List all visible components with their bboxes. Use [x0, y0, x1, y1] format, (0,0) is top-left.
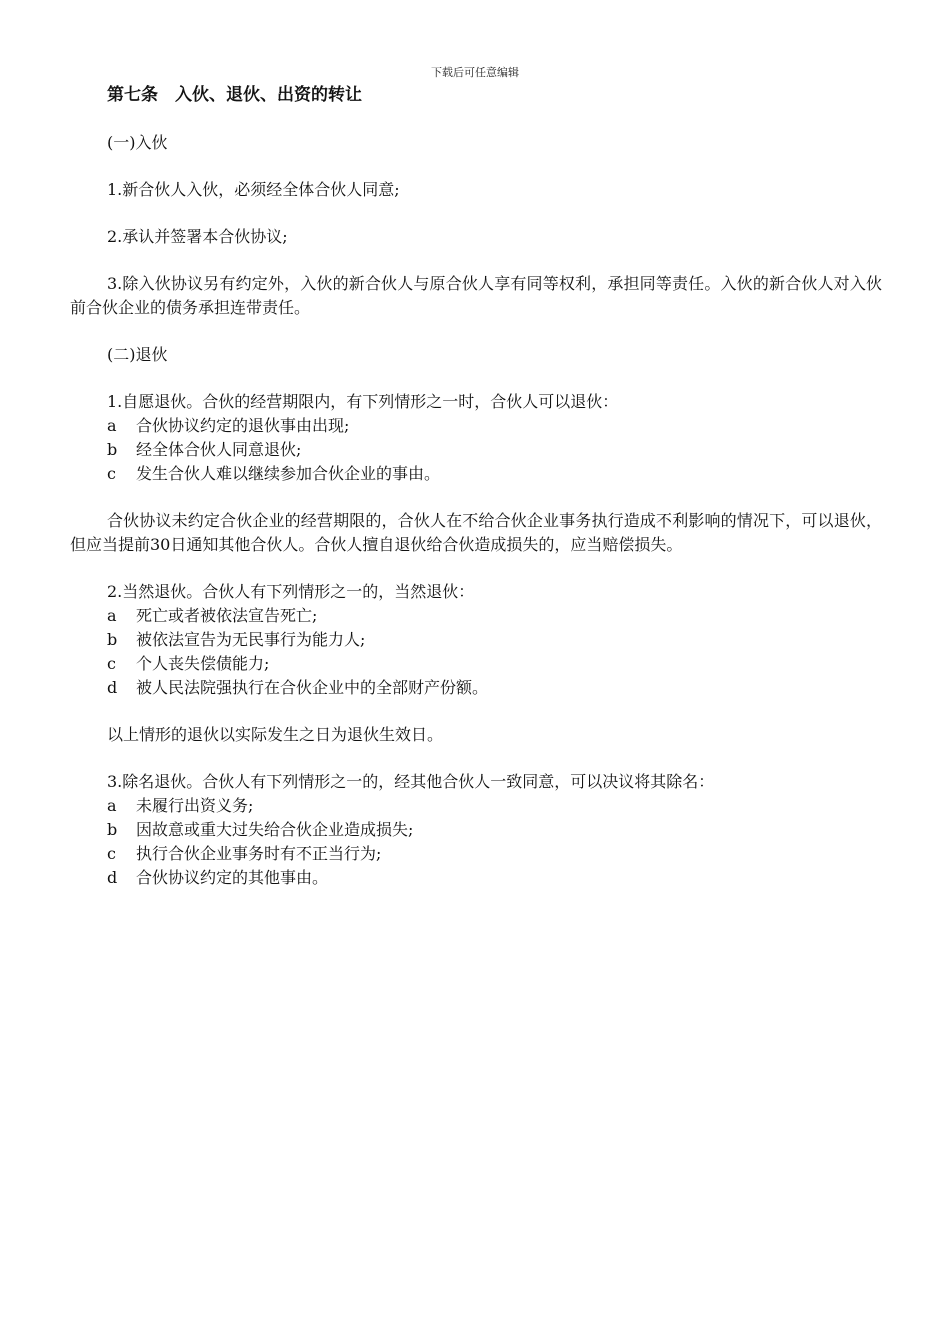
list-item-mark: c	[107, 844, 116, 863]
document-body	[70, 82, 882, 890]
section-heading-withdraw: (二)退伙	[107, 345, 168, 364]
list-item-mark: b	[107, 820, 118, 839]
list-item-mark: b	[107, 630, 118, 649]
list-item-text: 个人丧失偿债能力;	[136, 654, 270, 673]
list-item-text: 未履行出资义务;	[136, 796, 254, 815]
list-item-mark: c	[107, 654, 116, 673]
section-heading-join: (一)入伙	[107, 133, 168, 152]
list-item-mark: a	[107, 416, 117, 435]
list-item	[70, 462, 882, 486]
list-item	[70, 652, 882, 676]
list-item-text: 因故意或重大过失给合伙企业造成损失;	[136, 820, 414, 839]
withdraw-automatic: 2.当然退伙。合伙人有下列情形之一的，当然退伙：	[107, 582, 475, 601]
header-note: 下载后可任意编辑	[431, 66, 519, 79]
article-title: 第七条 入伙、退伙、出资的转让	[107, 85, 362, 105]
list-item-text: 经全体合伙人同意退伙;	[136, 440, 302, 459]
list-item-mark: a	[107, 796, 117, 815]
list-item-text: 被人民法院强执行在合伙企业中的全部财产份额。	[136, 678, 489, 697]
join-clause-2: 2.承认并签署本合伙协议;	[107, 227, 288, 246]
list-item-mark: d	[107, 678, 118, 697]
withdraw-expulsion: 3.除名退伙。合伙人有下列情形之一的，经其他合伙人一致同意，可以决议将其除名：	[107, 772, 715, 791]
list-item	[70, 818, 882, 842]
join-clause-1: 1.新合伙人入伙，必须经全体合伙人同意;	[107, 180, 400, 199]
list-item	[70, 676, 882, 700]
list-item	[70, 414, 882, 438]
list-item	[70, 604, 882, 628]
list-item	[70, 628, 882, 652]
list-item-text: 执行合伙企业事务时有不正当行为;	[136, 844, 382, 863]
list-item	[70, 794, 882, 818]
list-item	[70, 842, 882, 866]
list-item-mark: a	[107, 606, 117, 625]
withdraw-automatic-note: 以上情形的退伙以实际发生之日为退伙生效日。	[107, 725, 444, 744]
list-item-mark: d	[107, 868, 118, 887]
withdraw-voluntary-note: 合伙协议未约定合伙企业的经营期限的，合伙人在不给合伙企业事务执行造成不利影响的情况下，可以退伙，但应当提前30日通知其他合伙人。合伙人擅自退伙给合伙造成损失的，应当赔偿损失。	[70, 511, 882, 554]
list-item-text: 合伙协议约定的其他事由。	[136, 868, 329, 887]
list-item-text: 被依法宣告为无民事行为能力人;	[136, 630, 366, 649]
list-item	[70, 438, 882, 462]
list-item-mark: c	[107, 464, 116, 483]
list-item-mark: b	[107, 440, 118, 459]
withdraw-voluntary: 1.自愿退伙。合伙的经营期限内，有下列情形之一时，合伙人可以退伙：	[107, 392, 619, 411]
list-item-text: 合伙协议约定的退伙事由出现;	[136, 416, 350, 435]
list-item	[70, 866, 882, 890]
list-item-text: 发生合伙人难以继续参加合伙企业的事由。	[136, 464, 441, 483]
join-clause-3: 3.除入伙协议另有约定外，入伙的新合伙人与原合伙人享有同等权利，承担同等责任。入伙的新合伙人对入伙前合伙企业的债务承担连带责任。	[70, 274, 882, 317]
list-item-text: 死亡或者被依法宣告死亡;	[136, 606, 318, 625]
